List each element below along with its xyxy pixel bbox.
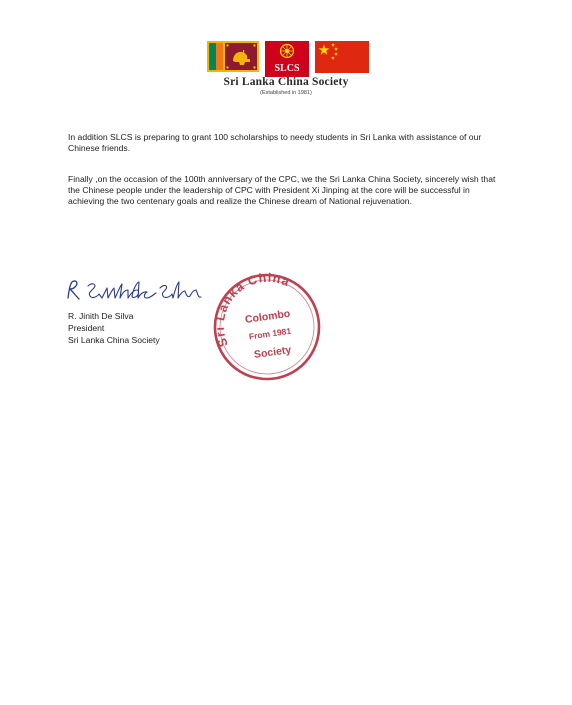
letterhead xyxy=(0,38,572,108)
stamp-ring-text: Sri Lanka China xyxy=(212,270,293,349)
stamp-line-colombo: Colombo xyxy=(244,307,291,326)
signatory-organization: Sri Lanka China Society xyxy=(68,334,160,345)
society-stamp xyxy=(205,270,329,384)
established-note: (Established in 1981) xyxy=(260,90,312,96)
paragraph-scholarships: In addition SLCS is preparing to grant 100 scholarships to needy students in Sri Lanka with assistance of our Chinese friends. xyxy=(68,132,482,154)
organization-name: Sri Lanka China Society xyxy=(223,76,349,88)
sri-lanka-flag-icon xyxy=(207,41,259,72)
stamp-line-year: From 1981 xyxy=(248,325,292,342)
china-flag-icon xyxy=(315,41,369,73)
signature-block xyxy=(68,311,160,346)
stamp-line-society: Society xyxy=(253,343,292,362)
slcs-logo-text: SLCS xyxy=(274,63,300,74)
slcs-logo-icon xyxy=(265,41,309,77)
signatory-name: R. Jinith De Silva xyxy=(68,311,134,321)
paragraph-anniversary: Finally ,on the occasion of the 100th anniversary of the CPC, we the Sri Lanka China Society, sincerely wish that the Chinese people under the leadership of CPC with President Xi Jinping at the core will be successful in achieving the two centenary goals and realize the Chinese dream of National rejuvenation. xyxy=(68,174,496,207)
handwritten-signature xyxy=(64,276,204,304)
signatory-title: President xyxy=(68,322,105,333)
